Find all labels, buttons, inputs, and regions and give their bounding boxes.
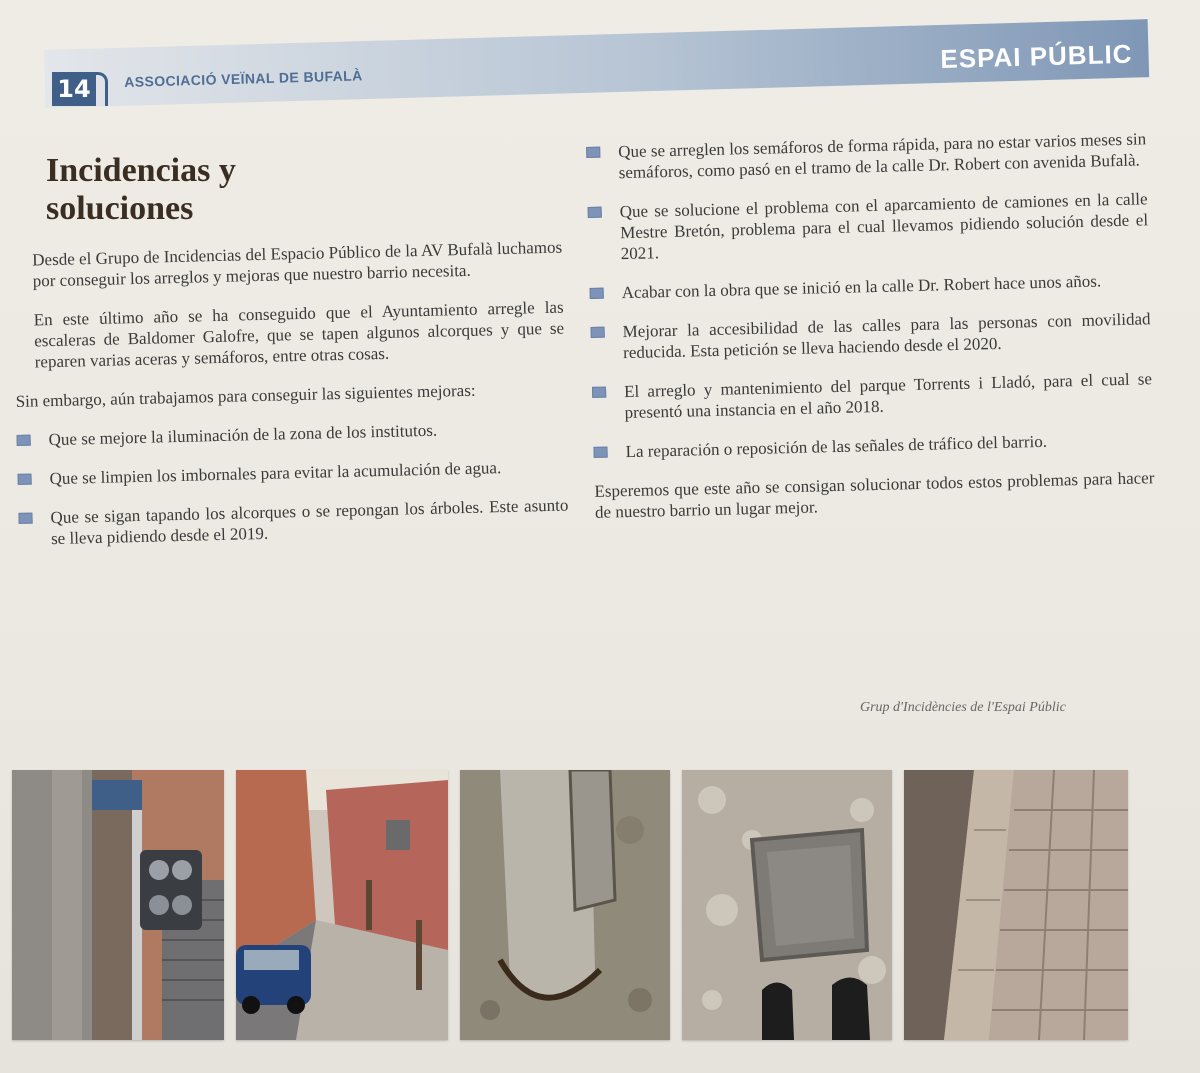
- photo-street-image: [236, 770, 448, 1040]
- list-item-text: Que se arreglen los semáforos de forma rápida, para no estar varios meses sin semáforos, como pasó en el tramo de la calle Dr. Robert con avenida Bufalà.: [618, 129, 1147, 183]
- association-name: ASSOCIACIÓ VEÏNAL DE BUFALÀ: [124, 67, 363, 90]
- list-item: [586, 128, 1147, 184]
- photo-tree-pit: [460, 770, 670, 1040]
- photo-curb: [904, 770, 1128, 1040]
- list-item: [17, 455, 567, 489]
- photo-curb-image: [904, 770, 1128, 1040]
- bullet-square-icon: [17, 474, 31, 485]
- article-title-line-2: soluciones: [46, 190, 194, 227]
- list-item-text: El arreglo y mantenimiento del parque Torrents i Lladó, para el cual se presentó una instancia en el año 2018.: [623, 369, 1153, 423]
- list-item: [593, 428, 1153, 463]
- list-item-text: Mejorar la accesibilidad de las calles para las personas con movilidad reducida. Esta petición se lleva haciendo desde el 2020.: [622, 309, 1151, 363]
- bullet-square-icon: [586, 147, 600, 158]
- section-title: ESPAI PÚBLIC: [940, 38, 1133, 74]
- photo-manhole-image: [682, 770, 892, 1040]
- list-item-text: La reparación o reposición de las señales de tráfico del barrio.: [625, 431, 1048, 462]
- signature: Grup d'Incidències de l'Espai Públic: [860, 700, 1066, 715]
- bullet-square-icon: [590, 288, 604, 299]
- bullet-square-icon: [591, 327, 605, 338]
- photo-manhole: [682, 770, 892, 1040]
- page-number-tab: [96, 72, 108, 106]
- photo-traffic-light: [12, 770, 224, 1040]
- list-item-text: Acabar con la obra que se inició en la calle Dr. Robert hace unos años.: [621, 271, 1102, 303]
- list-item: [590, 308, 1151, 364]
- page-number: 14: [52, 72, 96, 106]
- list-item-text: Que se mejore la iluminación de la zona de los institutos.: [48, 420, 438, 450]
- right-column: [586, 128, 1156, 541]
- intro-paragraph: Sin embargo, aún trabajamos para conseguir las siguientes mejoras:: [15, 380, 476, 411]
- closing-paragraph: Esperemos que este año se consigan solucionar todos estos problemas para hacer de nuestro barrio un lugar mejor.: [594, 468, 1155, 522]
- list-item-text: Que se limpien los imbornales para evitar la acumulación de agua.: [49, 458, 502, 489]
- article-title: [46, 152, 446, 228]
- bullet-square-icon: [17, 435, 31, 446]
- list-item: [592, 368, 1153, 424]
- intro-paragraph: Desde el Grupo de Incidencias del Espacio Público de la AV Bufalà luchamos por conseguir los arreglos y mejoras que nuestro barrio necesita.: [32, 237, 563, 291]
- list-item: [589, 269, 1149, 304]
- bullet-square-icon: [592, 387, 606, 398]
- list-item: [16, 417, 566, 451]
- intro-paragraph: En este último año se ha conseguido que el Ayuntamiento arregle las escaleras de Baldomer Galofre, que se tapen algunos alcorques y que se reparen varias aceras y semáforos, entre otras cosas.: [33, 297, 565, 372]
- list-item: [18, 494, 569, 549]
- bullet-square-icon: [593, 447, 607, 458]
- left-column: [12, 237, 570, 568]
- list-item-text: Que se solucione el problema con el aparcamiento de camiones en la calle Mestre Bretón, problema para el cual llevamos pidiendo solución desde el 2021.: [619, 189, 1149, 264]
- photo-traffic-light-image: [12, 770, 224, 1040]
- photo-tree-pit-image: [460, 770, 670, 1040]
- bullet-square-icon: [588, 207, 602, 218]
- list-item-text: Que se sigan tapando los alcorques o se repongan los árboles. Este asunto se lleva pidiendo desde el 2019.: [50, 495, 569, 549]
- list-item: [587, 188, 1148, 265]
- bullet-square-icon: [18, 513, 32, 524]
- photo-street: [236, 770, 448, 1040]
- article-title-line-1: Incidencias y: [46, 152, 236, 189]
